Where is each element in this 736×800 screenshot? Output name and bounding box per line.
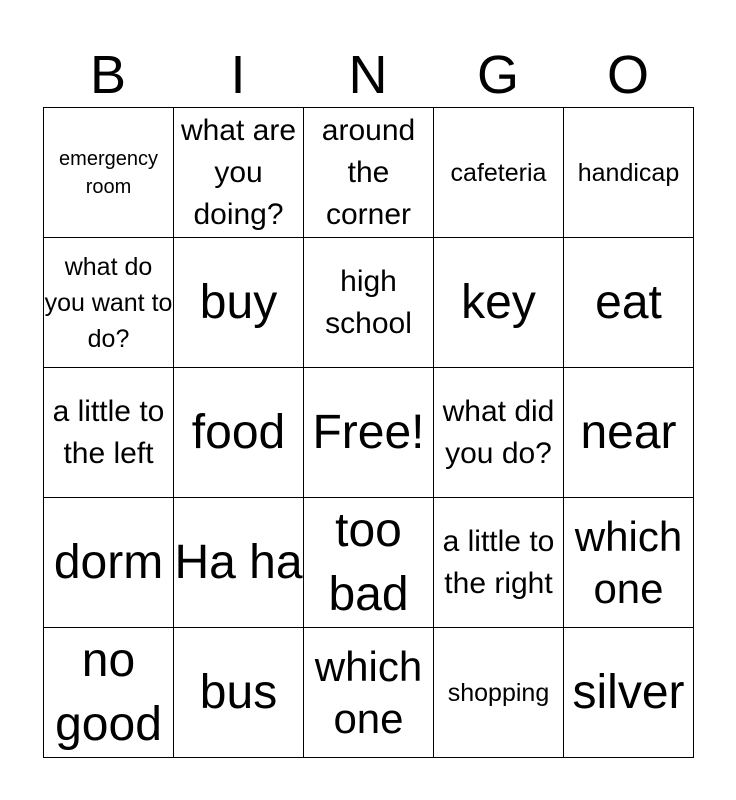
board-row-3 [44,368,694,498]
cell-label: handicap [577,158,680,187]
cell-label: key [461,275,536,329]
header-letter-g: G [476,45,519,105]
bingo-cell [434,368,564,498]
bingo-cell [304,498,434,628]
cell-label: a little to the right [442,524,555,600]
bingo-cell [304,108,434,238]
cell-label: buy [199,275,278,329]
bingo-cell [174,108,304,238]
bingo-cell [44,498,174,628]
cell-label: dorm [53,535,164,589]
bingo-cell [304,238,434,368]
cell-label: a little to the left [52,394,165,470]
bingo-cell [564,108,694,238]
bingo-cell [174,368,304,498]
bingo-cell [434,628,564,758]
bingo-cell [564,368,694,498]
bingo-cell [174,498,304,628]
cell-label: food [191,405,286,459]
cell-label: near [580,405,677,459]
bingo-cell [434,108,564,238]
cell-label: around the corner [321,113,416,231]
cell-label: high school [325,264,412,340]
cell-label: what did you do? [442,394,555,470]
header-letter-b: B [89,45,127,105]
bingo-cell [44,628,174,758]
cell-label: emergency room [59,147,158,198]
bingo-cell [44,108,174,238]
bingo-cell [44,368,174,498]
board-row-5 [44,628,694,758]
bingo-cell [174,238,304,368]
cell-label: silver [572,665,685,719]
bingo-cell [434,238,564,368]
bingo-cell [434,498,564,628]
header-letter-o: O [606,45,649,105]
cell-label: cafeteria [450,158,547,187]
bingo-cell [564,498,694,628]
cell-label: what are you doing? [180,113,297,231]
cell-label: which one [574,512,683,612]
cell-label: too bad [328,503,409,621]
bingo-header [43,42,693,108]
header-letter-i: I [230,45,246,105]
bingo-board [43,107,694,758]
cell-label: shopping [447,678,550,707]
bingo-cell [304,628,434,758]
cell-label: what do you want to do? [44,252,173,353]
bingo-cell [174,628,304,758]
bingo-cell [44,238,174,368]
header-letter-n: N [348,45,388,105]
board-row-2 [44,238,694,368]
board-row-1 [44,108,694,238]
cell-label: eat [595,275,662,329]
bingo-cell [564,628,694,758]
cell-label: bus [199,665,278,719]
free-space [304,368,434,498]
bingo-cell [564,238,694,368]
cell-label: Ha ha [174,535,303,589]
cell-label: no good [55,633,162,751]
free-space-label: Free! [312,405,425,459]
board-row-4 [44,498,694,628]
cell-label: which one [314,642,423,742]
